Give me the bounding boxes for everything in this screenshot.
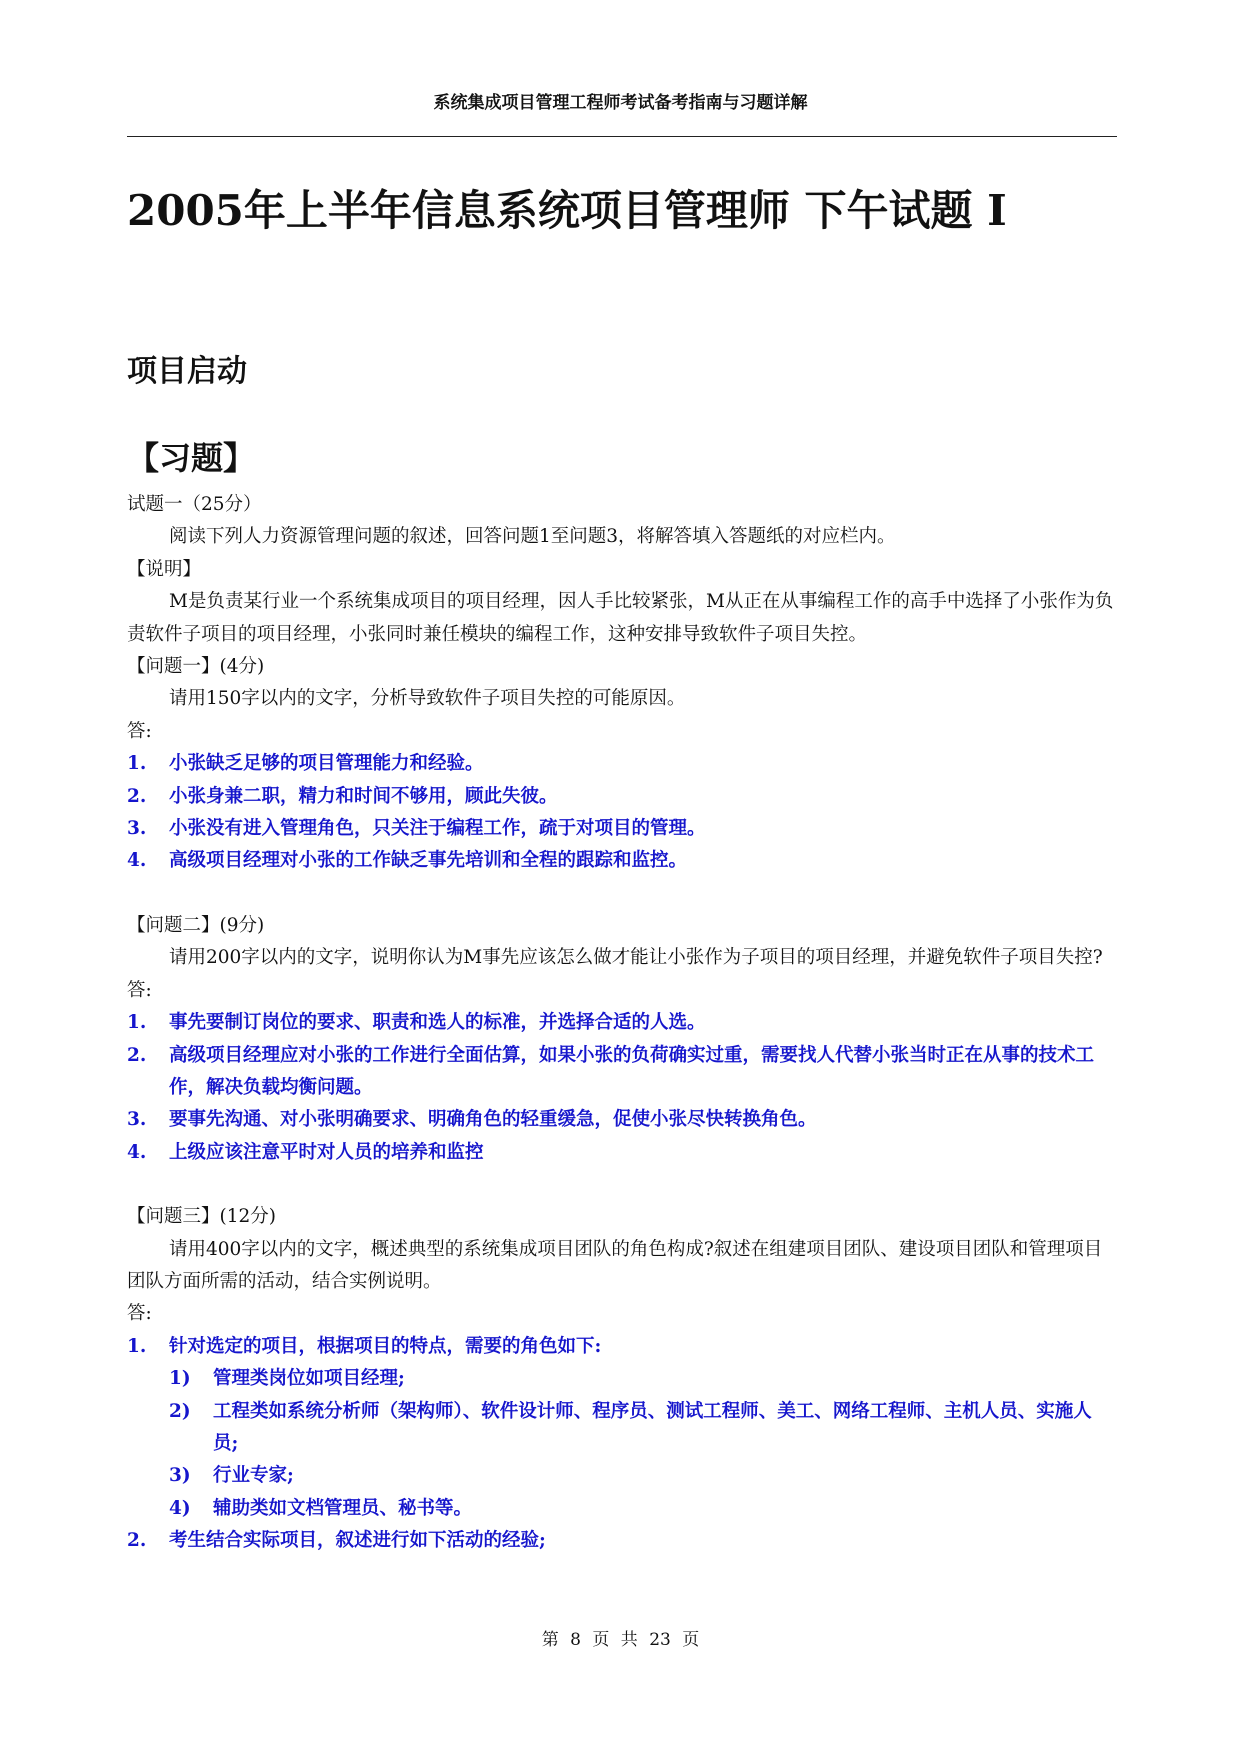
answer-text: 行业专家; (213, 1465, 294, 1487)
q1-answer-item (127, 845, 1117, 877)
answer-number: 4) (169, 1497, 191, 1519)
answer-number: 3. (127, 1109, 147, 1131)
q3-answer-item (127, 1525, 1117, 1557)
header-rule (127, 136, 1117, 137)
spacer (127, 878, 1117, 910)
answer-number: 1. (127, 753, 147, 775)
answer-number: 1. (127, 1335, 147, 1357)
q1-answer-item (127, 813, 1117, 845)
answer-number: 1) (169, 1368, 191, 1390)
answer-text: 小张缺乏足够的项目管理能力和经验。 (169, 753, 484, 775)
q2-answer-item (127, 1104, 1117, 1136)
answer-number: 3. (127, 818, 147, 840)
answer-text: 高级项目经理应对小张的工作进行全面估算，如果小张的负荷确实过重，需要找人代替小张当时正在从事的技术工作，解决负载均衡问题。 (169, 1044, 1095, 1098)
answer-number: 2) (169, 1400, 191, 1422)
answer-number: 1. (127, 1012, 147, 1034)
q3-label: 【问题三】(12分) (127, 1206, 276, 1228)
answer-number: 2. (127, 1530, 147, 1552)
description-text: M是负责某行业一个系统集成项目的项目经理，因人手比较紧张，M从正在从事编程工作的高手中选择了小张作为负责软件子项目的项目经理，小张同时兼任模块的编程工作，这种安排导致软件子项目失控。 (127, 591, 1114, 645)
question-label: 试题一（25分） (127, 494, 262, 515)
answer-text: 管理类岗位如项目经理; (213, 1368, 405, 1390)
question-instruction: 阅读下列人力资源管理问题的叙述，回答问题1至问题3，将解答填入答题纸的对应栏内。 (169, 526, 896, 548)
q3-sub-answer-item (127, 1493, 1117, 1525)
q3-sub-answer-item (127, 1460, 1117, 1492)
section-heading: 项目启动 (127, 354, 247, 389)
answer-number: 4. (127, 850, 147, 872)
q1-prompt: 请用150字以内的文字，分析导致软件子项目失控的可能原因。 (169, 688, 686, 710)
spacer (127, 1169, 1117, 1201)
q2-answer-item (127, 1040, 1117, 1105)
q3-sub-answer-item (127, 1363, 1117, 1395)
answer-text: 要事先沟通、对小张明确要求、明确角色的轻重缓急，促使小张尽快转换角色。 (169, 1109, 817, 1131)
answer-text: 上级应该注意平时对人员的培养和监控 (169, 1141, 484, 1163)
answer-text: 高级项目经理对小张的工作缺乏事先培训和全程的跟踪和监控。 (169, 850, 688, 872)
q3-answer-item (127, 1331, 1117, 1363)
answer-number: 2. (127, 1044, 147, 1066)
running-header: 系统集成项目管理工程师考试备考指南与习题详解 (433, 93, 808, 113)
q3-sub-answer-item (127, 1396, 1117, 1461)
q1-answer-item (127, 748, 1117, 780)
answer-text: 工程类如系统分析师（架构师）、软件设计师、程序员、测试工程师、美工、网络工程师、主机人员、实施人员; (213, 1400, 1092, 1454)
q1-answer-label: 答: (127, 720, 152, 742)
q1-label: 【问题一】(4分) (127, 656, 265, 678)
answer-text: 辅助类如文档管理员、秘书等。 (213, 1497, 473, 1519)
description-label: 【说明】 (127, 558, 202, 580)
document-body (127, 489, 1117, 1558)
q2-prompt: 请用200字以内的文字，说明你认为M事先应该怎么做才能让小张作为子项目的项目经理，并避免软件子项目失控? (169, 947, 1103, 969)
q2-label: 【问题二】(9分) (127, 914, 265, 936)
answer-text: 考生结合实际项目，叙述进行如下活动的经验; (169, 1530, 546, 1552)
q3-prompt: 请用400字以内的文字，概述典型的系统集成项目团队的角色构成?叙述在组建项目团队、建设项目团队和管理项目团队方面所需的活动，结合实例说明。 (127, 1238, 1103, 1292)
q3-answer-label: 答: (127, 1303, 152, 1325)
q1-answer-item (127, 781, 1117, 813)
answer-text: 小张身兼二职，精力和时间不够用，顾此失彼。 (169, 785, 558, 807)
answer-text: 针对选定的项目，根据项目的特点，需要的角色如下: (169, 1335, 602, 1357)
page-title: 2005年上半年信息系统项目管理师 下午试题 I (127, 186, 1007, 235)
exercise-heading: 【习题】 (127, 439, 256, 477)
page-footer: 第 8 页 共 23 页 (541, 1630, 700, 1650)
answer-number: 3) (169, 1465, 191, 1487)
q2-answer-item (127, 1007, 1117, 1039)
answer-number: 4. (127, 1141, 147, 1163)
q2-answer-label: 答: (127, 979, 152, 1001)
answer-text: 事先要制订岗位的要求、职责和选人的标准，并选择合适的人选。 (169, 1012, 706, 1034)
answer-text: 小张没有进入管理角色，只关注于编程工作，疏于对项目的管理。 (169, 818, 706, 840)
answer-number: 2. (127, 785, 147, 807)
q2-answer-item (127, 1137, 1117, 1169)
